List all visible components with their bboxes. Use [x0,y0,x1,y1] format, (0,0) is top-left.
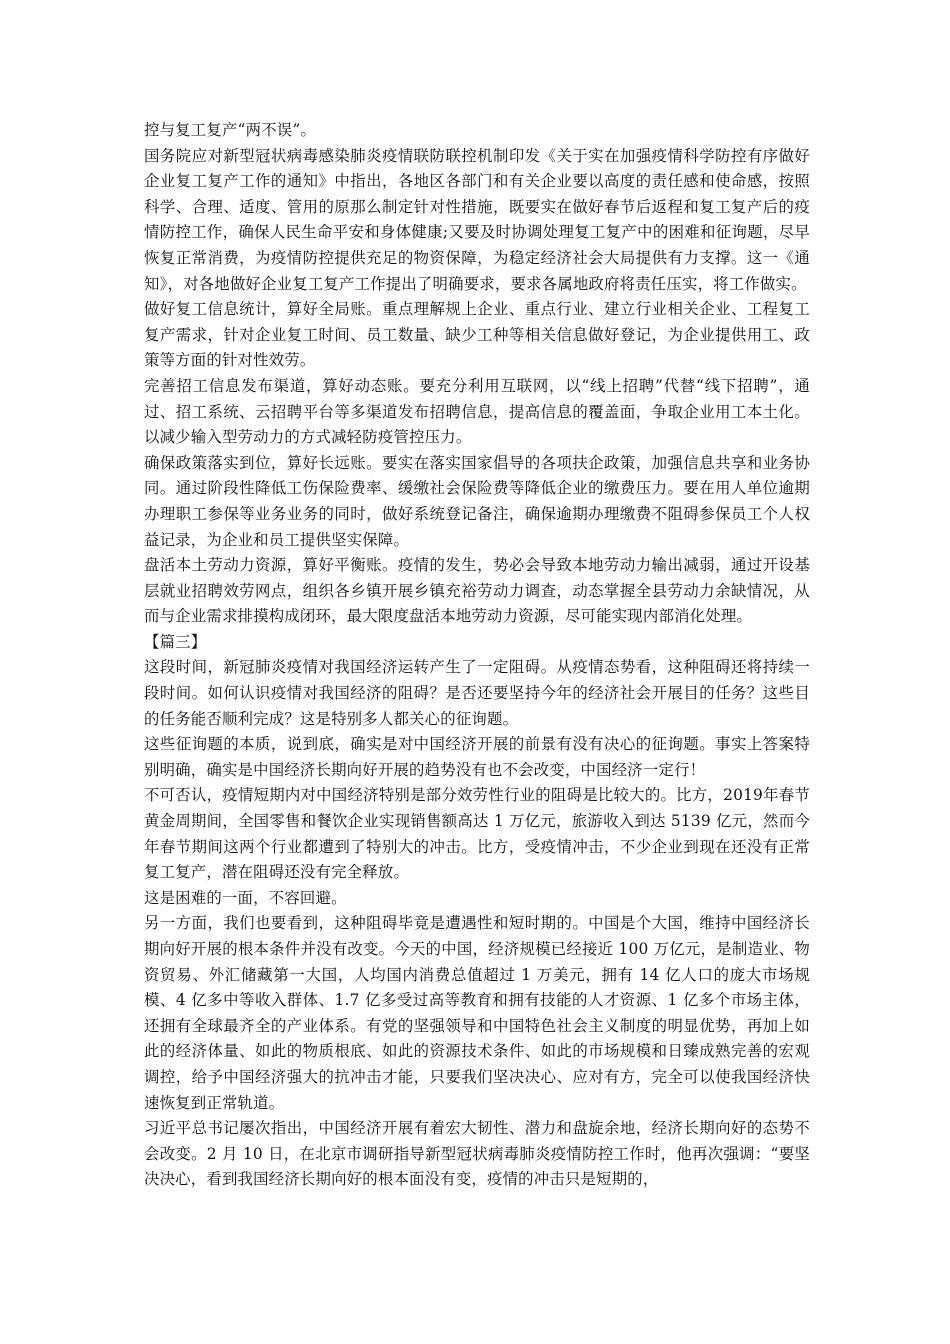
paragraph-long-term-account: 确保政策落实到位，算好长远账。要实在落实国家倡导的各项扶企政策，加强信息共享和业务协同。通过阶段性降低工伤保险费率、缓缴社会保险费等降低企业的缴费压力。要在用人单位逾期办理职工参保等业务业务的同时，做好系统登记备注，确保逾期办理缴费不阻碍参保员工个人权益记录，为企业和员工提供坚实保障。 [144,453,810,549]
section-heading: 【篇三】 [144,632,207,651]
paragraph-intro-tail: 控与复工复产“两不误”。 [144,121,317,139]
paragraph-state-council-notice: 国务院应对新型冠状病毒感染肺炎疫情联防联控机制印发《关于实在加强疫情科学防控有序做好企业复工复产工作的通知》中指出，各地区各部门和有关企业要以高度的责任感和使命感，按照科学、合理、适度、管用的原那么制定针对性措施，既要实在做好春节后返程和复工复产后的疫情防控工作，确保人民生命平安和身体健康;又要及时协调处理复工复产中的困难和征询题，尽早恢复正常消费，为疫情防控提供充足的物资保障，为稳定经济社会大局提供有力支撑。这一《通知》，对各地做好企业复工复产工作提出了明确要求，要求各属地政府将责任压实，将工作做实。 [144,146,810,293]
paragraph-confidence-question: 这些征询题的本质，说到底，确实是对中国经济开展的前景有没有决心的征询题。事实上答案特别明确，确实是中国经济长期向好开展的趋势没有也不会改变，中国经济一定行！ [144,735,810,779]
paragraph-fundamentals: 另一方面，我们也要看到，这种阻碍毕竟是遭遇性和短时期的。中国是个大国，维持中国经济长期向好开展的根本条件并没有改变。今天的中国，经济规模已经接近 100 万亿元，是制造业、物资贸易、外汇储藏第一大国，人均国内消费总值超过 1 万美元，拥有 14 亿人口的庞大市场规模、4 亿多中等收入群体、1.7 亿多受过高等教育和拥有技能的人才资源、1 亿多个市场主体，还拥有全球最齐全的产业体系。有党的坚强领导和中国特色社会主义制度的明显优势，再加上如此的经济体量、如此的物质根底、如此的资源技术条件、如此的市场规模和日臻成熟完善的宏观调控，给予中国经济强大的抗冲击才能，只要我们坚决决心、应对有方，完全可以使我国经济快速恢复到正常轨道。 [144,914,810,1112]
paragraph-overall-account: 做好复工信息统计，算好全局账。重点理解规上企业、重点行业、建立行业相关企业、工程复工复产需求，针对企业复工时间、员工数量、缺少工种等相关信息做好登记，为企业提供用工、政策等方面的针对性效劳。 [144,300,810,370]
paragraph-xi-remarks: 习近平总书记屡次指出，中国经济开展有着宏大韧性、潜力和盘旋余地，经济长期向好的态势不会改变。2 月 10 日，在北京市调研指导新型冠状病毒肺炎疫情防控工作时，他再次强调：“要坚决决心，看到我国经济长期向好的根本面没有变，疫情的冲击只是短期的， [144,1119,810,1189]
paragraph-dynamic-account: 完善招工信息发布渠道，算好动态账。要充分利用互联网，以“线上招聘”代替“线下招聘”，通过、招工系统、云招聘平台等多渠道发布招聘信息，提高信息的覆盖面，争取企业用工本土化。以减少输入型劳动力的方式减轻防疫管控压力。 [144,376,810,447]
paragraph-economic-impact: 这段时间，新冠肺炎疫情对我国经济运转产生了一定阻碍。从疫情态势看，这种阻碍还将持续一段时间。如何认识疫情对我国经济的阻碍？是否还要坚持今年的经济社会开展目的任务？这些目的任务能否顺利完成？这是特别多人都关心的征询题。 [144,658,810,728]
document-page [144,118,810,1193]
paragraph-short-term-impact: 不可否认，疫情短期内对中国经济特别是部分效劳性行业的阻碍是比较大的。比方，2019年春节黄金周期间，全国零售和餐饮企业实现销售额高达 1 万亿元，旅游收入到达 5139 亿元，然而今年春节期间这两个行业都遭到了特别大的冲击。比方，受疫情冲击，不少企业到现在还没有正常复工复产，潜在阻碍还没有完全释放。 [144,786,810,882]
paragraph-difficulty: 这是困难的一面，不容回避。 [144,888,347,907]
paragraph-balance-account: 盘活本土劳动力资源，算好平衡账。疫情的发生，势必会导致本地劳动力输出减弱，通过开设基层就业招聘效劳网点，组织各乡镇开展乡镇充裕劳动力调查，动态掌握全县劳动力余缺情况，从而与企业需求排摸构成闭环，最大限度盘活本地劳动力资源，尽可能实现内部消化处理。 [144,556,810,626]
